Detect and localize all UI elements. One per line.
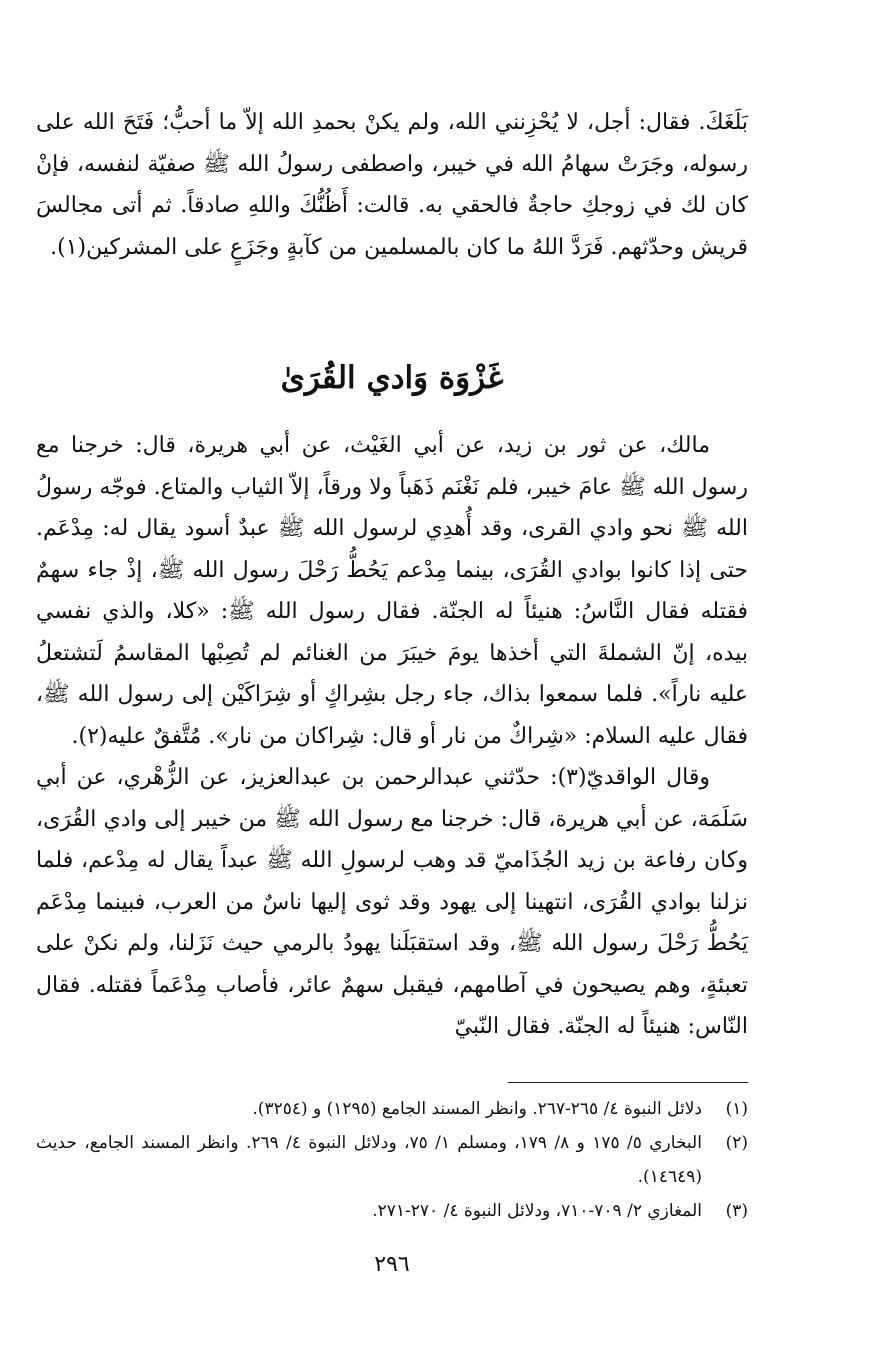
footnote-3: [36, 1194, 748, 1228]
section-heading: غَزْوَة وَادي القُرَىٰ: [280, 360, 504, 396]
footnote-2: [36, 1126, 748, 1194]
intro-paragraph: بَلَغَكَ. فقال: أجل، لا يُحْزِنني الله، ولم يكنْ بحمدِ الله إلاّ ما أحبُّ؛ فَتَحَ الله على رسوله، وجَرَتْ سهامُ الله في خيبر، واصطفى رسولُ الله ﷺ صفيّة لنفسه، فإنْ كان لك في زوجكِ حاجةٌ فالحقي به. قالت: أَظُنُّكَ واللهِ صادقاً. ثم أتى مجالسَ قريش وحدّثهم. فَرَدَّ اللهُ ما كان بالمسلمين من كآبةٍ وجَزَعٍ على المشركين(١).: [36, 110, 748, 260]
paragraph-malik-hadith: مالك، عن ثور بن زيد، عن أبي الغَيْث، عن أبي هريرة، قال: خرجنا مع رسول الله ﷺ عامَ خيبر، فلم نَغْنَم ذَهَباً ولا ورقاً، إلاّ الثياب والمتاع. فوجّه رسولُ الله ﷺ نحو وادي القرى، وقد أُهدِي لرسول الله ﷺ عبدٌ أسود يقال له: مِدْعَم. حتى إذا كانوا بوادي القُرَى، بينما مِدْعم يَحُطُّ رَحْلَ رسول الله ﷺ، إذْ جاء سهمٌ فقتله فقال النَّاسُ: هنيئاً له الجنّة. فقال رسول الله ﷺ: «كلا، والذي نفسي بيده، إنّ الشملةَ التي أخذها يومَ خيبَرَ من الغنائم لم تُصِبْها المقاسمُ لَتشتعلُ عليه ناراً». فلما سمعوا بذاك، جاء رجل بشِراكٍ أو شِرَاكَيْن إلى رسول الله ﷺ، فقال عليه السلام: «شِراكٌ من نار أو قال: شِراكان من نار». مُتَّفقٌ عليه(٢).: [36, 433, 748, 749]
footnote-text: البخاري ٥/ ١٧٥ و ٨/ ١٧٩، ومسلم ١/ ٧٥، ودلائل النبوة ٤/ ٢٦٩. وانظر المسند الجامع، حديث (١٤٦٤٩).: [36, 1133, 702, 1187]
paragraph-waqidi-narration: وقال الواقديّ(٣): حدّثني عبدالرحمن بن عبدالعزيز، عن الزُّهْري، عن أبي سَلَمَة، عن أبي هريرة، قال: خرجنا مع رسول الله ﷺ من خيبر إلى وادي القُرَى، وكان رفاعة بن زيد الجُذَاميّ قد وهب لرسولِ الله ﷺ عبداً يقال له مِدْعم، فلما نزلنا بوادي القُرَى، انتهينا إلى يهود وقد ثوى إليها ناسٌ من العرب، فبينما مِدْعَم يَحُطُّ رَحْلَ رسول الله ﷺ، وقد استقبَلَنا يهودُ بالرمي حيث نَزَلنا، ولم نكنْ على تعبئةٍ، وهم يصيحون في آطامهم، فيقبل سهمٌ عائر، فأصاب مِدْعَماً فقتله. فقال النّاس: هنيئاً له الجنّة. فقال النّبيّ: [36, 765, 748, 1039]
footnote-divider: [508, 1082, 748, 1083]
footnotes: [36, 1092, 748, 1228]
footnote-text: دلائل النبوة ٤/ ٢٦٥-٢٦٧. وانظر المسند الجامع (١٢٩٥) و (٣٢٥٤).: [252, 1099, 702, 1119]
intro-paragraph-block: [36, 102, 748, 268]
page-number: ٢٩٦: [374, 1252, 410, 1277]
footnote-text: المغازي ٢/ ٧٠٩-٧١٠، ودلائل النبوة ٤/ ٢٧٠-٢٧١.: [372, 1201, 702, 1221]
footnote-number: (٢): [725, 1133, 748, 1153]
footnote-1: [36, 1092, 748, 1126]
footnote-number: (١): [725, 1099, 748, 1119]
main-text: [36, 425, 748, 1048]
footnote-number: (٣): [725, 1201, 748, 1221]
